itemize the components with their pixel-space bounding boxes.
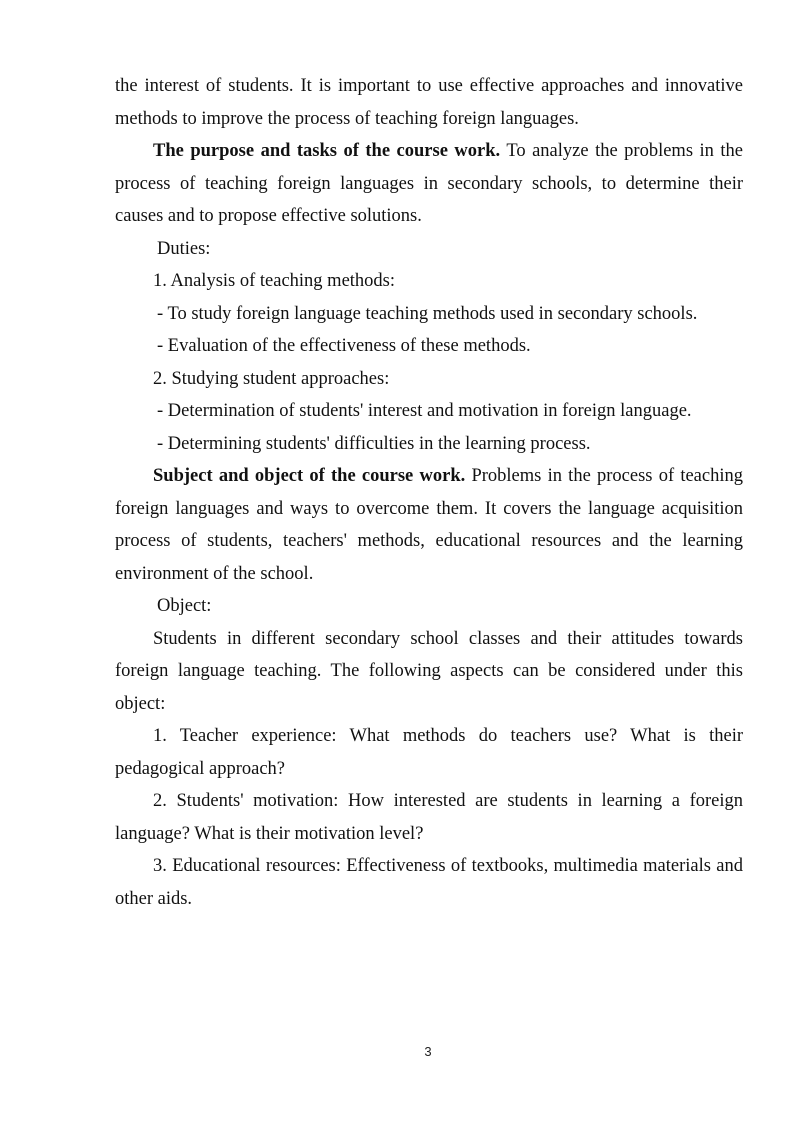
duty-1-title: 1. Analysis of teaching methods:	[153, 271, 396, 291]
duty-2-item-1: - Determination of students' interest and motivation in foreign language.	[157, 401, 692, 421]
purpose-text: To analyze the problems in the process of teaching foreign languages in secondary schools, to determine their causes and to propose effective solutions.	[115, 141, 744, 226]
aspect-2: 2. Students' motivation: How interested are students in learning a foreign language? What is their motivation level?	[115, 791, 743, 844]
paragraph-purpose	[115, 135, 743, 233]
aspect-3: 3. Educational resources: Effectiveness of textbooks, multimedia materials and other aids.	[115, 856, 743, 909]
purpose-heading: The purpose and tasks of the course work.	[153, 141, 501, 161]
subject-object-heading: Subject and object of the course work.	[153, 466, 466, 486]
paragraph-intro-continuation: the interest of students. It is important to use effective approaches and innovative methods to improve the process of teaching foreign languages.	[115, 76, 743, 129]
duty-1-item-2: - Evaluation of the effectiveness of these methods.	[157, 336, 531, 356]
paragraph-subject-object	[115, 460, 743, 590]
paragraph-object: Students in different secondary school classes and their attitudes towards foreign language teaching. The following aspects can be considered under this object:	[115, 628, 743, 714]
duty-2-title: 2. Studying student approaches:	[153, 368, 390, 389]
page-body	[115, 70, 743, 915]
duties-label: Duties:	[157, 238, 211, 259]
aspect-1: 1. Teacher experience: What methods do teachers use? What is their pedagogical approach?	[115, 726, 743, 779]
subject-object-text: Problems in the process of teaching foreign languages and ways to overcome them. It covers the language acquisition process of students, teachers' methods, educational resources and the learning environment of the school.	[115, 466, 743, 584]
duty-1-item-1: - To study foreign language teaching methods used in secondary schools.	[157, 303, 698, 324]
object-label: Object:	[157, 596, 212, 616]
duty-2-item-2: - Determining students' difficulties in the learning process.	[157, 433, 591, 454]
page-number: 3	[424, 1044, 432, 1059]
